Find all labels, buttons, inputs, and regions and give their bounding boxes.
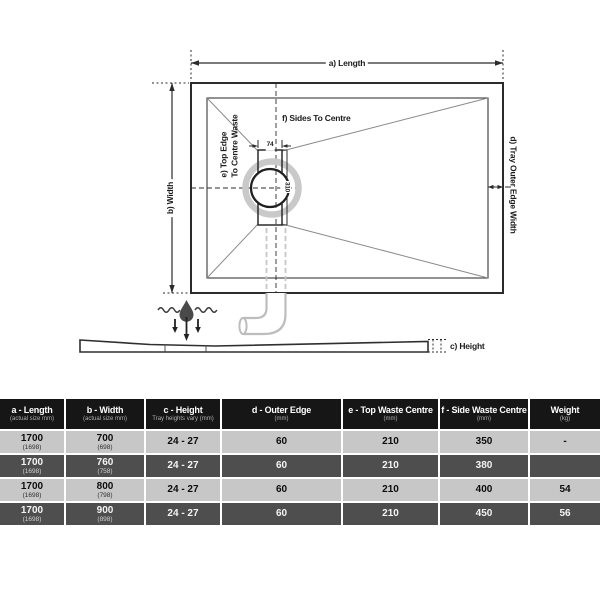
row1-height: 24 - 27	[146, 431, 220, 453]
label-top-edge-to-centre-waste	[219, 114, 240, 177]
row3-length: 1700 (1698)	[0, 479, 64, 501]
length-arrow-right	[495, 60, 503, 65]
row3-height: 24 - 27	[146, 479, 220, 501]
waste-pipe-opening	[239, 318, 246, 334]
label-waste-length: 310	[281, 181, 292, 193]
width-arrow-top	[169, 83, 174, 91]
header-width: b - Width (actual size mm)	[66, 399, 144, 429]
water-wave-right-icon	[195, 308, 217, 313]
header-side-waste-centre: f - Side Waste Centre (mm)	[440, 399, 528, 429]
row2-width: 760 (758)	[66, 455, 144, 477]
row2-side-waste-centre: 380	[440, 455, 528, 477]
width-arrow-bottom	[169, 285, 174, 293]
header-weight: Weight (kg)	[530, 399, 600, 429]
tray-side-profile	[80, 340, 428, 352]
header-top-waste-centre: e - Top Waste Centre (mm)	[343, 399, 438, 429]
label-top-edge-line1: e) Top Edge	[218, 131, 229, 178]
flow-arrow-middle	[184, 334, 190, 341]
row1-length: 1700 (1698)	[0, 431, 64, 453]
label-waste-width: 74	[266, 140, 275, 151]
row4-width: 900 (898)	[66, 503, 144, 525]
flow-arrow-shafts	[175, 317, 198, 335]
row4-length: 1700 (1698)	[0, 503, 64, 525]
waste-pipe-inner-wall	[243, 293, 267, 318]
row2-weight	[530, 455, 600, 477]
header-outer-edge: d - Outer Edge (mm)	[222, 399, 341, 429]
flow-arrow-left	[172, 327, 178, 333]
row2-top-waste-centre: 210	[343, 455, 438, 477]
row2-outer-edge: 60	[222, 455, 341, 477]
row4-outer-edge: 60	[222, 503, 341, 525]
water-wave-left-icon	[158, 308, 180, 313]
row4-side-waste-centre: 450	[440, 503, 528, 525]
row2-length: 1700 (1698)	[0, 455, 64, 477]
row4-top-waste-centre: 210	[343, 503, 438, 525]
height-dim-bracket	[428, 340, 446, 353]
row3-top-waste-centre: 210	[343, 479, 438, 501]
row3-width: 800 (798)	[66, 479, 144, 501]
length-arrow-left	[191, 60, 199, 65]
row1-side-waste-centre: 350	[440, 431, 528, 453]
label-height: c) Height	[450, 341, 485, 351]
label-sides-to-centre: f) Sides To Centre	[282, 113, 351, 123]
header-length: a - Length (actual size mm)	[0, 399, 64, 429]
row1-top-waste-centre: 210	[343, 431, 438, 453]
label-width: b) Width	[165, 179, 176, 217]
label-tray-outer-edge-width: d) Tray Outer Edge Width	[508, 136, 519, 234]
row1-width: 700 (698)	[66, 431, 144, 453]
row1-weight: -	[530, 431, 600, 453]
row4-weight: 56	[530, 503, 600, 525]
row1-outer-edge: 60	[222, 431, 341, 453]
row3-side-waste-centre: 400	[440, 479, 528, 501]
row3-weight: 54	[530, 479, 600, 501]
spec-table	[0, 399, 600, 525]
flow-arrow-right	[195, 327, 201, 333]
label-top-edge-line2: To Centre Waste	[229, 114, 239, 178]
row2-height: 24 - 27	[146, 455, 220, 477]
row4-height: 24 - 27	[146, 503, 220, 525]
row3-outer-edge: 60	[222, 479, 341, 501]
header-height: c - Height Tray heights vary (mm)	[146, 399, 220, 429]
label-length: a) Length	[326, 58, 368, 69]
